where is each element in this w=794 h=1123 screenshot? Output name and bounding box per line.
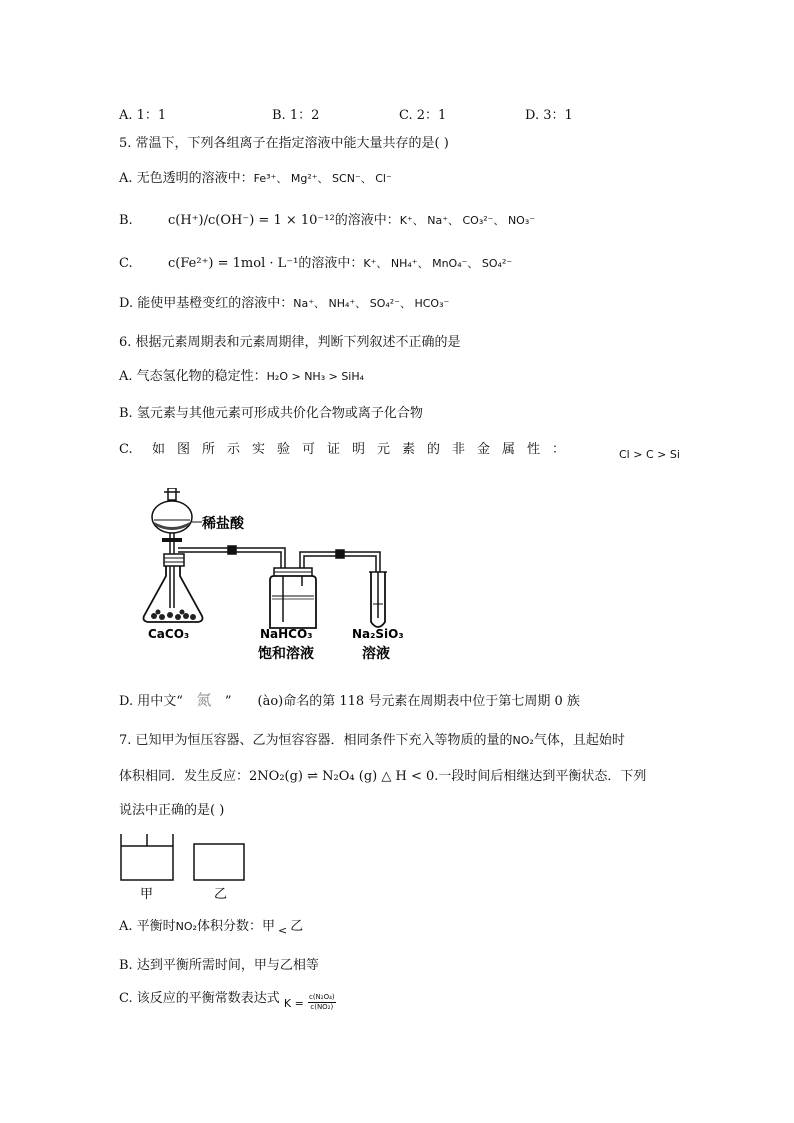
q7-a-post: 体积分数：甲 <box>196 919 275 934</box>
q5-d-label: D. 能使甲基橙变红的溶液中： <box>119 296 294 311</box>
q5-b-ions: K⁺、 Na⁺、 CO₃²⁻、 NO₃⁻ <box>399 214 536 227</box>
q7-stem2-b: .一段时间后相继达到平衡状态．下列 <box>434 769 647 784</box>
q5-stem: 5. 常温下，下列各组离子在指定溶液中能大量共存的是( ) <box>119 136 449 151</box>
q6-d-element-char: 氮 <box>196 691 212 709</box>
q5-a-label: A. 无色透明的溶液中： <box>119 171 254 186</box>
q5-option-b <box>168 212 535 230</box>
q4-option-b: B. 1：2 <box>272 108 320 123</box>
q5-option-d <box>119 295 449 313</box>
q6-d-post: (ào)命名的第 118 号元素在周期表中位于第七周期 0 族 <box>257 694 580 709</box>
q5-c-condition: c(Fe²⁺) = 1mol · L⁻¹的溶液中： <box>168 256 364 271</box>
q6-c-expr: Cl > C > Si <box>619 448 680 461</box>
apparatus-diagram <box>140 488 440 668</box>
q5-b-condition: c(H⁺)/c(OH⁻) = 1 × 10⁻¹²的溶液中： <box>168 213 400 228</box>
q7-option-c <box>119 989 336 1011</box>
nahco3-solution-label: 饱和溶液 <box>258 646 314 662</box>
q7-stem2-a: 体积相同．发生反应： <box>119 769 250 784</box>
containers-diagram <box>118 830 258 902</box>
conical-flask <box>144 554 203 622</box>
q4-option-c: C. 2：1 <box>399 108 447 123</box>
q6-stem: 6. 根据元素周期表和元素周期律，判断下列叙述不正确的是 <box>119 335 461 350</box>
wash-bottle <box>270 568 316 628</box>
nahco3-label: NaHCO₃ <box>260 627 313 641</box>
q4-option-a: A. 1：1 <box>119 108 167 123</box>
q7-stem1-b: 气体，且起始时 <box>533 733 625 748</box>
q6-option-b: B. 氢元素与其他元素可形成共价化合物或离子化合物 <box>119 406 423 421</box>
q6-a-expr: H₂O > NH₃ > SiH₄ <box>266 370 365 383</box>
q7-c-k: K = <box>283 997 304 1010</box>
q5-b-label: B. <box>119 213 133 228</box>
na2sio3-label: Na₂SiO₃ <box>352 627 404 641</box>
q7-c-pre: C. 该反应的平衡常数表达式 <box>119 991 280 1006</box>
q5-option-c <box>168 255 512 273</box>
q6-c-label: C. <box>119 442 133 457</box>
acid-label: 稀盐酸 <box>202 516 244 532</box>
q7-c-fraction <box>308 993 336 1012</box>
q5-d-ions: Na⁺、 NH₄⁺、 SO₄²⁻、 HCO₃⁻ <box>293 297 450 310</box>
q7-stem-line2 <box>119 768 646 786</box>
q5-option-a <box>119 170 392 188</box>
na2sio3-solution-label: 溶液 <box>362 646 390 662</box>
q7-stem-line3: 说法中正确的是( ) <box>119 803 225 818</box>
q7-equation: 2NO₂(g) ⇌ N₂O₄ (g) △ H < 0 <box>249 769 435 784</box>
q5-a-ions: Fe³⁺、 Mg²⁺、 SCN⁻、 Cl⁻ <box>253 172 392 185</box>
q7-c-numerator: c(N₂O₄) <box>308 993 335 1001</box>
q4-option-d: D. 3：1 <box>525 108 573 123</box>
q7-a-end: 乙 <box>290 919 304 934</box>
constant-volume-container <box>194 844 244 880</box>
q6-c-text: 如图所示实验可证明元素的非金属性： <box>152 442 578 457</box>
q7-option-a <box>119 918 303 936</box>
q6-d-pre: D. 用中文“ <box>119 694 183 709</box>
q5-c-ions: K⁺、 NH₄⁺、 MnO₄⁻、 SO₄²⁻ <box>363 257 513 270</box>
q7-a-lt: < <box>277 924 288 937</box>
q7-a-pre: A. 平衡时 <box>119 919 176 934</box>
q6-d-mid: ” <box>224 694 232 709</box>
q6-a-label: A. 气态氢化物的稳定性： <box>119 369 267 384</box>
q7-stem1-a: 7. 已知甲为恒压容器、乙为恒容容器．相同条件下充入等物质的量的 <box>119 733 513 748</box>
q7-a-no2: NO₂ <box>175 920 197 933</box>
test-tube <box>369 572 387 627</box>
q7-c-denominator: c(NO₂) <box>310 1003 334 1011</box>
q5-c-label: C. <box>119 256 133 271</box>
q7-stem-line1 <box>119 732 625 750</box>
q6-option-d <box>119 691 580 711</box>
jia-label: 甲 <box>140 887 154 902</box>
q6-option-a <box>119 368 364 386</box>
yi-label: 乙 <box>214 887 228 902</box>
q7-option-b: B. 达到平衡所需时间，甲与乙相等 <box>119 958 319 973</box>
caco3-label: CaCO₃ <box>148 627 190 641</box>
q7-stem1-no2: NO₂ <box>512 734 534 747</box>
